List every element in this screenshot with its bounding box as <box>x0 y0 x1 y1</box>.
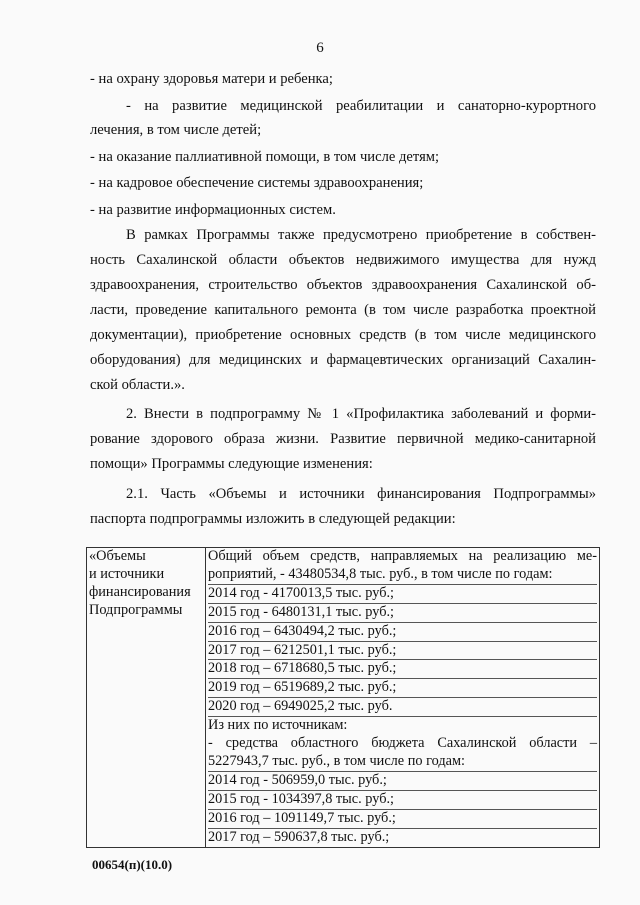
content-line: 2015 год - 1034397,8 тыс. руб.; <box>208 791 597 810</box>
label-line: «Объемы <box>89 548 146 564</box>
content-line: 2019 год – 6519689,2 тыс. руб.; <box>208 679 597 698</box>
paragraph-line: оборудования) для медицинских и фармацевтических организаций Сахалин- <box>90 352 596 368</box>
paragraph-line: документации), приобретение основных средств (в том числе медицинского <box>90 327 596 343</box>
content-line: 2017 год – 6212501,1 тыс. руб.; <box>208 642 597 661</box>
content-line: 2020 год – 6949025,2 тыс. руб. <box>208 698 597 717</box>
content-line: Общий объем средств, направляемых на реализацию ме- <box>208 548 597 564</box>
paragraph-line: помощи» Программы следующие изменения: <box>90 456 373 472</box>
paragraph-line: паспорта подпрограммы изложить в следующей редакции: <box>90 511 456 527</box>
table-content-cell <box>206 548 600 848</box>
content-line: 5227943,7 тыс. руб., в том числе по годам: <box>208 753 597 772</box>
content-line: 2018 год – 6718680,5 тыс. руб.; <box>208 660 597 679</box>
content-line: 2016 год – 1091149,7 тыс. руб.; <box>208 810 597 829</box>
content-line: 2016 год – 6430494,2 тыс. руб.; <box>208 623 597 642</box>
table-row <box>87 548 600 848</box>
content-line: Из них по источникам: <box>208 717 348 734</box>
list-item: - на кадровое обеспечение системы здравоохранения; <box>90 175 424 191</box>
list-item: - на развитие информационных систем. <box>90 202 336 218</box>
content-line: 2015 год - 6480131,1 тыс. руб.; <box>208 604 597 623</box>
content-line: 2014 год - 4170013,5 тыс. руб.; <box>208 585 597 604</box>
paragraph-line: 2. Внести в подпрограмму № 1 «Профилактика заболеваний и форми- <box>126 406 596 422</box>
label-line: и источники <box>89 565 165 582</box>
table-label-cell <box>87 548 206 848</box>
label-line: финансирования <box>89 583 191 600</box>
page-number: 6 <box>316 40 324 56</box>
content-line: - средства областного бюджета Сахалинской области – <box>208 735 597 752</box>
paragraph-line: ской области.». <box>90 377 185 393</box>
list-item: - на охрану здоровья матери и ребенка; <box>90 71 333 87</box>
list-item: - на развитие медицинской реабилитации и санаторно-курортного <box>126 98 596 114</box>
paragraph-line: здравоохранения, строительство объектов здравоохранения Сахалинской об- <box>90 277 596 293</box>
label-line: Подпрограммы <box>89 601 183 618</box>
content-line: 2017 год – 590637,8 тыс. руб.; <box>208 828 390 845</box>
document-code: 00654(п)(10.0) <box>92 857 173 872</box>
content-line: 2014 год - 506959,0 тыс. руб.; <box>208 772 597 791</box>
financing-table <box>86 547 600 848</box>
paragraph-line: В рамках Программы также предусмотрено приобретение в собствен- <box>126 227 596 243</box>
paragraph-line: ласти, проведение капитального ремонта (в том числе разработка проектной <box>90 302 596 318</box>
paragraph-line: 2.1. Часть «Объемы и источники финансирования Подпрограммы» <box>126 486 596 502</box>
paragraph-line: ность Сахалинской области объектов недвижимого имущества для нужд <box>90 252 596 268</box>
list-item: - на оказание паллиативной помощи, в том числе детям; <box>90 149 440 165</box>
paragraph-line: рование здорового образа жизни. Развитие первичной медико-санитарной <box>90 431 596 447</box>
list-item-continuation: лечения, в том числе детей; <box>90 122 262 138</box>
content-line: роприятий, - 43480534,8 тыс. руб., в том числе по годам: <box>208 566 597 585</box>
